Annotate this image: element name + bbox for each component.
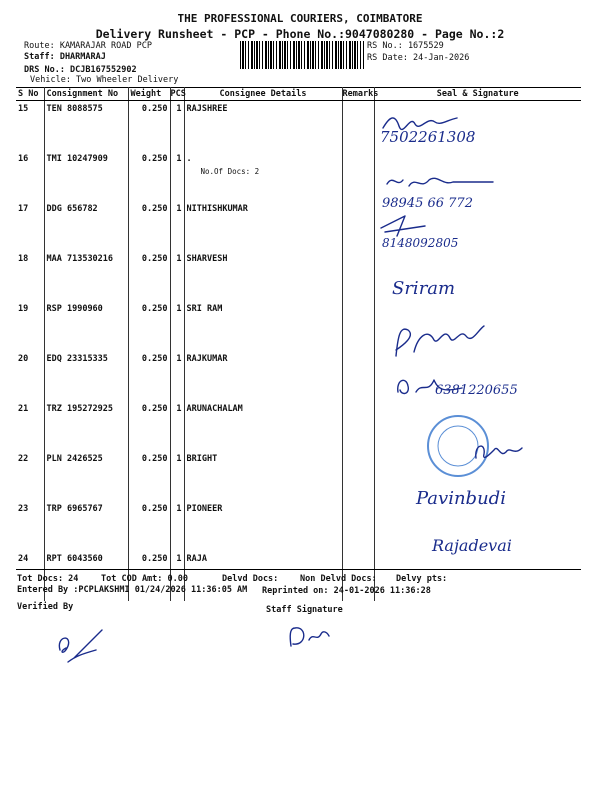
row-pcs: 1 [170,501,184,551]
row-sno: 18 [16,251,44,301]
row-pcs: 1 [170,101,184,152]
row-consignment: DDG 656782 [44,201,128,251]
consignee-name: BRIGHT [186,454,218,464]
table-row [16,101,581,152]
row-consignee [184,451,342,501]
table-bottom-rule [16,569,581,570]
vehicle-label: Vehicle: Two Wheeler Delivery [30,75,179,85]
row-consignee [184,101,342,152]
row-consignment: RSP 1990960 [44,301,128,351]
row-consignee [184,401,342,451]
row-sno: 20 [16,351,44,401]
row-remarks [342,401,374,451]
row-pcs: 1 [170,401,184,451]
table-row [16,251,581,301]
row-pcs: 1 [170,251,184,301]
handwritten-name-19: Sriram [392,278,456,299]
delivery-points: Delvy pts: [396,574,448,584]
row-pcs: 1 [170,351,184,401]
row-weight: 0.250 [128,151,170,201]
row-pcs: 1 [170,301,184,351]
staff-label: Staff: DHARMARAJ [24,52,106,62]
handwritten-phone-15: 7502261308 [380,128,476,146]
consignee-name: SHARVESH [186,254,228,264]
col-consignment: Consignment No [44,88,128,101]
reprinted-on: Reprinted on: 24-01-2026 11:36:28 [262,586,431,596]
verified-by-label: Verified By [17,602,74,612]
company-title: THE PROFESSIONAL COURIERS, COIMBATORE [177,12,423,25]
total-docs: Tot Docs: 24 [17,574,79,584]
row-weight: 0.250 [128,101,170,152]
row-sno: 19 [16,301,44,351]
row-remarks [342,101,374,152]
col-sno: S No [16,88,44,101]
row-sno: 23 [16,501,44,551]
col-consignee: Consignee Details [184,88,342,101]
consignee-name: ARUNACHALAM [186,404,243,414]
row-consignment: TMI 10247909 [44,151,128,201]
table-header-row [16,88,581,101]
row-consignee [184,301,342,351]
consignee-name: NITHISHKUMAR [186,204,248,214]
consignee-name: PIONEER [186,504,223,514]
row-pcs: 1 [170,201,184,251]
row-sno: 24 [16,551,44,601]
docs-count: No.Of Docs: 2 [200,167,260,176]
row-remarks [342,251,374,301]
drs-number: DRS No.: DCJB167552902 [24,65,137,75]
row-weight: 0.250 [128,451,170,501]
col-weight: Weight [128,88,170,101]
row-consignee [184,151,342,201]
signature-17 [383,170,503,194]
row-pcs: 1 [170,151,184,201]
consignee-name: RAJA [186,554,207,564]
col-remarks: Remarks [342,89,379,99]
row-sno: 15 [16,101,44,152]
row-consignment: TRZ 195272925 [44,401,128,451]
signature-22 [470,436,530,466]
row-pcs: 1 [170,551,184,601]
rs-date: RS Date: 24-Jan-2026 [367,53,470,63]
row-weight: 0.250 [128,251,170,301]
row-weight: 0.250 [128,201,170,251]
handwritten-name-24: Rajadevai [432,536,512,555]
row-consignee [184,501,342,551]
table-row [16,201,581,251]
handwritten-phone-21: 6381220655 [435,383,518,398]
row-consignment: MAA 713530216 [44,251,128,301]
consignee-name: SRI RAM [186,304,223,314]
row-consignee [184,201,342,251]
row-consignment: TRP 6965767 [44,501,128,551]
row-remarks [342,501,374,551]
row-remarks [342,201,374,251]
row-consignment: TEN 8088575 [44,101,128,152]
delivered-docs: Delvd Docs: [222,574,279,584]
row-weight: 0.250 [128,501,170,551]
row-weight: 0.250 [128,301,170,351]
handwritten-phone-18: 8148092805 [382,236,459,250]
row-sno: 22 [16,451,44,501]
non-delivered-docs: Non Delvd Docs: [300,574,377,584]
row-weight: 0.250 [128,551,170,601]
rs-number: RS No.: 1675529 [367,41,444,51]
row-sno: 21 [16,401,44,451]
staff-signature [283,620,333,650]
row-consignment: PLN 2426525 [44,451,128,501]
consignee-name: RAJSHREE [186,104,228,114]
row-consignee [184,351,342,401]
row-sno: 17 [16,201,44,251]
signature-20 [388,316,498,362]
consignee-name: . [186,154,192,164]
row-consignment: EDQ 23315335 [44,351,128,401]
entered-by: Entered By :PCPLAKSHMI 01/24/2026 11:36:05 AM [17,585,248,595]
row-sno: 16 [16,151,44,201]
route-label: Route: KAMARAJAR ROAD PCP [24,41,152,51]
total-cod-amount: Tot COD Amt: 0.00 [101,574,188,584]
row-weight: 0.250 [128,401,170,451]
runsheet-subtitle: Delivery Runsheet - PCP - Phone No.:9047080280 - Page No.:2 [95,27,505,41]
barcode [240,41,364,69]
handwritten-phone-17: 98945 66 772 [382,196,473,211]
col-seal-signature: Seal & Signature [374,88,581,101]
row-remarks [342,351,374,401]
staff-signature-label: Staff Signature [266,605,343,615]
col-pcs: PCS [170,89,186,99]
row-pcs: 1 [170,451,184,501]
row-consignee [184,251,342,301]
handwritten-name-23: Pavinbudi [416,488,506,509]
row-weight: 0.250 [128,351,170,401]
row-remarks [342,301,374,351]
row-remarks [342,451,374,501]
row-consignment: RPT 6043560 [44,551,128,601]
row-remarks [342,151,374,201]
consignee-name: RAJKUMAR [186,354,228,364]
verifier-signature [52,626,108,666]
